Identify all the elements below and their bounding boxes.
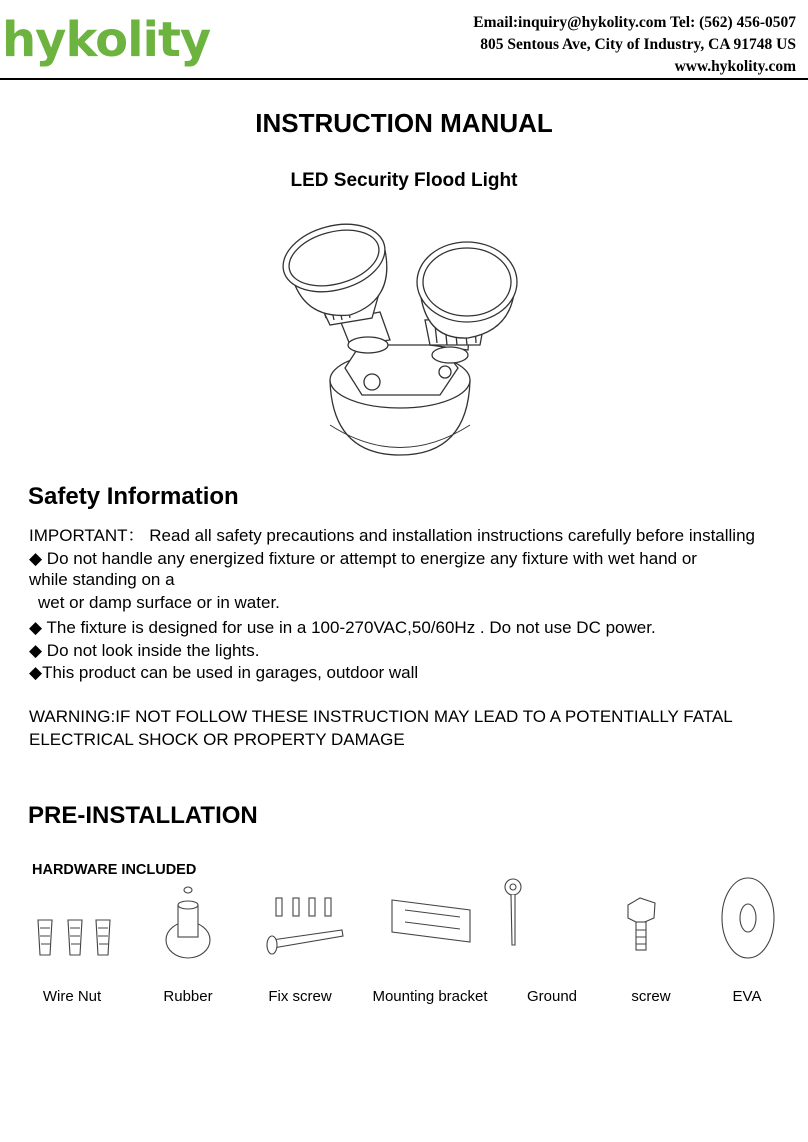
rubber-icon	[166, 887, 210, 958]
safety-item-wet-hand: ◆ Do not handle any energized fixture or attempt to energize any fixture with wet hand or	[29, 549, 697, 568]
eva-washer-icon	[722, 878, 774, 958]
contact-email-tel: Email:inquiry@hykolity.com Tel: (562) 456-0507	[473, 14, 796, 31]
product-subtitle: LED Security Flood Light	[290, 170, 518, 191]
safety-important: IMPORTANT： Read all safety precautions and installation instructions carefully before installing	[29, 526, 755, 545]
safety-item-usage: ◆This product can be used in garages, outdoor wall	[29, 663, 419, 682]
contact-block	[473, 12, 796, 78]
hardware-label-rubber: Rubber	[163, 988, 213, 1005]
safety-item-wet-hand-cont: while standing on a	[29, 570, 175, 589]
fix-screw-icon	[267, 898, 343, 954]
warning-line-1: WARNING:IF NOT FOLLOW THESE INSTRUCTION MAY LEAD TO A POTENTIALLY FATAL	[29, 707, 733, 726]
header-divider	[0, 78, 808, 80]
hardware-label-ground: Ground	[526, 988, 578, 1005]
safety-item-do-not-look: ◆ Do not look inside the lights.	[29, 641, 260, 660]
warning-line-2: ELECTRICAL SHOCK OR PROPERTY DAMAGE	[29, 730, 405, 749]
hardware-included-title: HARDWARE INCLUDED	[32, 862, 197, 878]
hardware-label-mounting-bracket: Mounting bracket	[372, 988, 488, 1005]
safety-item-wet-surface: wet or damp surface or in water.	[38, 593, 280, 612]
preinstall-heading: PRE-INSTALLATION	[28, 802, 258, 829]
hardware-label-wire-nut: Wire Nut	[42, 988, 102, 1005]
wire-nut-icon	[38, 920, 110, 955]
safety-heading: Safety Information	[28, 483, 239, 510]
hardware-label-fix-screw: Fix screw	[268, 988, 332, 1005]
screw-icon	[628, 898, 655, 950]
hardware-label-eva: EVA	[732, 988, 762, 1005]
ground-wire-icon	[505, 879, 521, 945]
safety-item-voltage: ◆ The fixture is designed for use in a 100-270VAC,50/60Hz . Do not use DC power.	[29, 618, 656, 637]
contact-address: 805 Sentous Ave, City of Industry, CA 91748 US	[480, 36, 796, 53]
hardware-label-screw: screw	[631, 988, 671, 1005]
page-title: INSTRUCTION MANUAL	[255, 108, 553, 138]
contact-website: www.hykolity.com	[674, 58, 796, 75]
hykolity-logo: hykolity	[2, 12, 211, 68]
mounting-bracket-icon	[392, 900, 470, 942]
